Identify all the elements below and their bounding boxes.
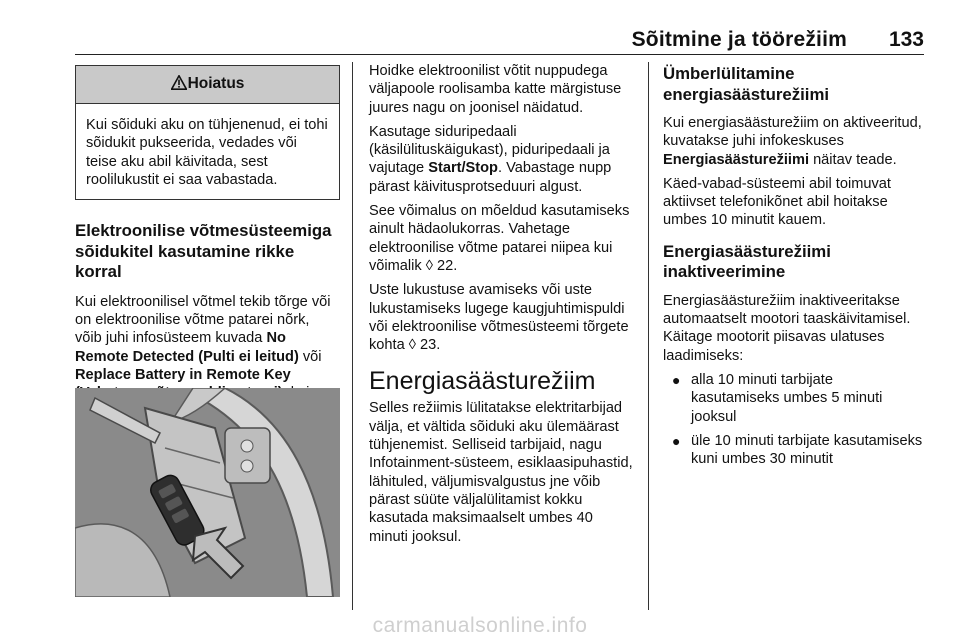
- bullet-icon: ●: [672, 371, 681, 388]
- warning-triangle-icon: [171, 75, 187, 94]
- column-left: [75, 62, 340, 427]
- page-reference[interactable]: 22.: [432, 257, 458, 274]
- column-right: [663, 62, 925, 474]
- section-heading: Elektroonilise võtmesüsteemiga sõidukitel kasutamine rikke korral: [75, 221, 332, 282]
- bullet-list: [663, 371, 925, 468]
- page-reference-icon: ◊: [425, 257, 433, 274]
- subsection-heading: Ümberlülitamine energiasäästurežiimi: [663, 64, 830, 104]
- paragraph: Kasutage siduripedaali (käsilülituskäigukast), piduripedaali ja vajutage Start/Stop. Vabastage nupp pärast käivitusprotseduuri algust.: [369, 123, 612, 195]
- paragraph: Kui elektroonilisel võtmel tekib tõrge või on elektroonilise võtme patarei nõrk, võib juhi infosüsteem kuvada No Remote Detected (Pulti ei leitud) või Replace Battery in Remote Key: [75, 293, 340, 421]
- page-header: [0, 0, 960, 60]
- page-title: Sõitmine ja töörežiim: [631, 28, 847, 51]
- paragraph: Käed-vabad-süsteemi abil toimuvat aktiivset telefonikõnet abil hoitakse umbes 10 minutit kauem.: [663, 175, 891, 229]
- subsection-heading: Energiasäästurežiimi inaktiveerimine: [663, 241, 831, 282]
- column-divider: [352, 62, 353, 610]
- paragraph: Hoidke elektroonilist võtit nuppudega väljapoole roolisamba katte märgistuse juures nagu on joonisel näidatud.: [369, 63, 622, 116]
- warning-title: Hoiatus: [187, 75, 245, 93]
- warning-header: [76, 66, 339, 104]
- watermark: carmanualsonline.info: [372, 614, 588, 637]
- message-no-remote: No Remote Detected (Pulti ei leitud): [75, 330, 299, 365]
- paragraph: Kui energiasäästurežiim on aktiveeritud, kuvatakse juhi infokeskuses Energiasäästurežiimi näitav teade.: [663, 115, 922, 168]
- list-item: ● alla 10 minuti tarbijate kasutamiseks umbes 5 minuti jooksul: [672, 371, 883, 425]
- energy-saving-label: Energiasäästurežiimi: [663, 151, 810, 168]
- message-replace-battery: Replace Battery in Remote Key: [75, 366, 291, 383]
- start-stop-label: Start/Stop: [428, 160, 498, 177]
- paragraph: Energiasäästurežiim inaktiveeritakse automaatselt mootori taaskäivitamisel. Käitage mootorit piisavas ulatuses laadimiseks:: [663, 292, 911, 364]
- page-reference[interactable]: 23.: [415, 337, 441, 354]
- column-divider: [648, 62, 649, 610]
- column-middle: [369, 62, 635, 552]
- list-item: ● üle 10 minuti tarbijate kasutamiseks kuni umbes 30 minutit: [672, 432, 923, 468]
- page-number: 133: [888, 28, 924, 51]
- warning-box: [75, 65, 340, 200]
- steering-column-key-pocket-illustration: [75, 388, 340, 597]
- page-reference-icon: ◊: [408, 337, 416, 354]
- bullet-icon: ●: [672, 432, 681, 449]
- header-rule: [75, 54, 924, 55]
- paragraph: See võimalus on mõeldud kasutamiseks ainult hädaolukorras. Vahetage elektroonilise võtme patarei niipea kui võimalik ◊ 22.: [369, 203, 630, 274]
- warning-text: Kui sõiduki aku on tühjenenud, ei tohi sõidukit pukseerida, vedades või teise aku abil käivitada, sest roolilukustit ei saa vabastada.: [86, 117, 328, 188]
- paragraph: Uste lukustuse avamiseks või uste lukustamiseks lugege kaugjuhtimispuldi või elektroonilise võtmesüsteemi tõrgete kohta ◊ 23.: [369, 282, 629, 354]
- paragraph: Selles režiimis lülitatakse elektritarbijad välja, et vältida sõiduki aku ülemäärast tühjenemist. Selliseid tarbijaid, nagu Infotainment-süsteem, esiklaasipuhastid, lähituled, väljumisvalgustus jne võib pärast süüte väljalülitamist kokku kasutada maksimaalselt umbes 40 minuti jooksul.: [369, 400, 633, 545]
- section-title: Energiasäästurežiim: [369, 367, 596, 396]
